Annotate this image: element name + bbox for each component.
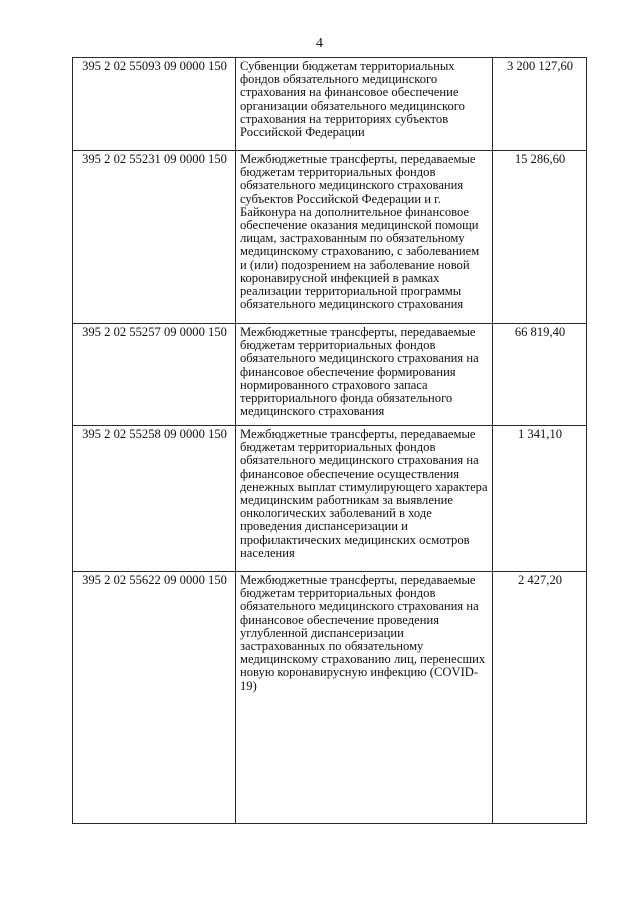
income-name-cell: Межбюджетные трансферты, передаваемые бюджетам территориальных фондов обязательного медицинского страхования на финансовое обеспечение формирования нормированного страхового запаса территориального фонда обязательного медицинского страхования	[236, 324, 493, 426]
budget-table	[72, 57, 587, 824]
budget-code-cell: 395 2 02 55231 09 0000 150	[73, 151, 236, 324]
amount-cell: 66 819,40	[493, 324, 587, 426]
budget-code-cell: 395 2 02 55093 09 0000 150	[73, 58, 236, 151]
amount-cell: 15 286,60	[493, 151, 587, 324]
budget-code-cell: 395 2 02 55258 09 0000 150	[73, 426, 236, 572]
amount-cell: 2 427,20	[493, 572, 587, 824]
income-name-cell: Межбюджетные трансферты, передаваемые бюджетам территориальных фондов обязательного медицинского страхования на финансовое обеспечение осуществления денежных выплат стимулирующего характера медицинским работникам за выявление онкологических заболеваний в ходе проведения диспансеризации и профилактических медицинских осмотров населения	[236, 426, 493, 572]
page-number: 4	[316, 36, 323, 51]
table-row	[73, 324, 587, 426]
income-name-cell: Субвенции бюджетам территориальных фондов обязательного медицинского страхования на финансовое обеспечение организации обязательного медицинского страхования на территориях субъектов Российской Федерации	[236, 58, 493, 151]
amount-cell: 3 200 127,60	[493, 58, 587, 151]
table-row	[73, 58, 587, 151]
budget-code-cell: 395 2 02 55622 09 0000 150	[73, 572, 236, 824]
income-name-cell: Межбюджетные трансферты, передаваемые бюджетам территориальных фондов обязательного медицинского страхования на финансовое обеспечение проведения углубленной диспансеризации застрахованных по обязательному медицинскому страхованию лиц, перенесших новую коронавирусную инфекцию (COVID-19)	[236, 572, 493, 824]
table-row	[73, 572, 587, 824]
budget-code-cell: 395 2 02 55257 09 0000 150	[73, 324, 236, 426]
income-name-cell: Межбюджетные трансферты, передаваемые бюджетам территориальных фондов обязательного медицинского страхования субъектов Российской Федерации и г. Байконура на дополнительное финансовое обеспечение оказания медицинской помощи лицам, застрахованным по обязательному медицинскому страхованию, с заболеванием и (или) подозрением на заболевание новой коронавирусной инфекцией в рамках реализации территориальной программы обязательного медицинского страхования	[236, 151, 493, 324]
amount-cell: 1 341,10	[493, 426, 587, 572]
table-row	[73, 426, 587, 572]
table-row	[73, 151, 587, 324]
